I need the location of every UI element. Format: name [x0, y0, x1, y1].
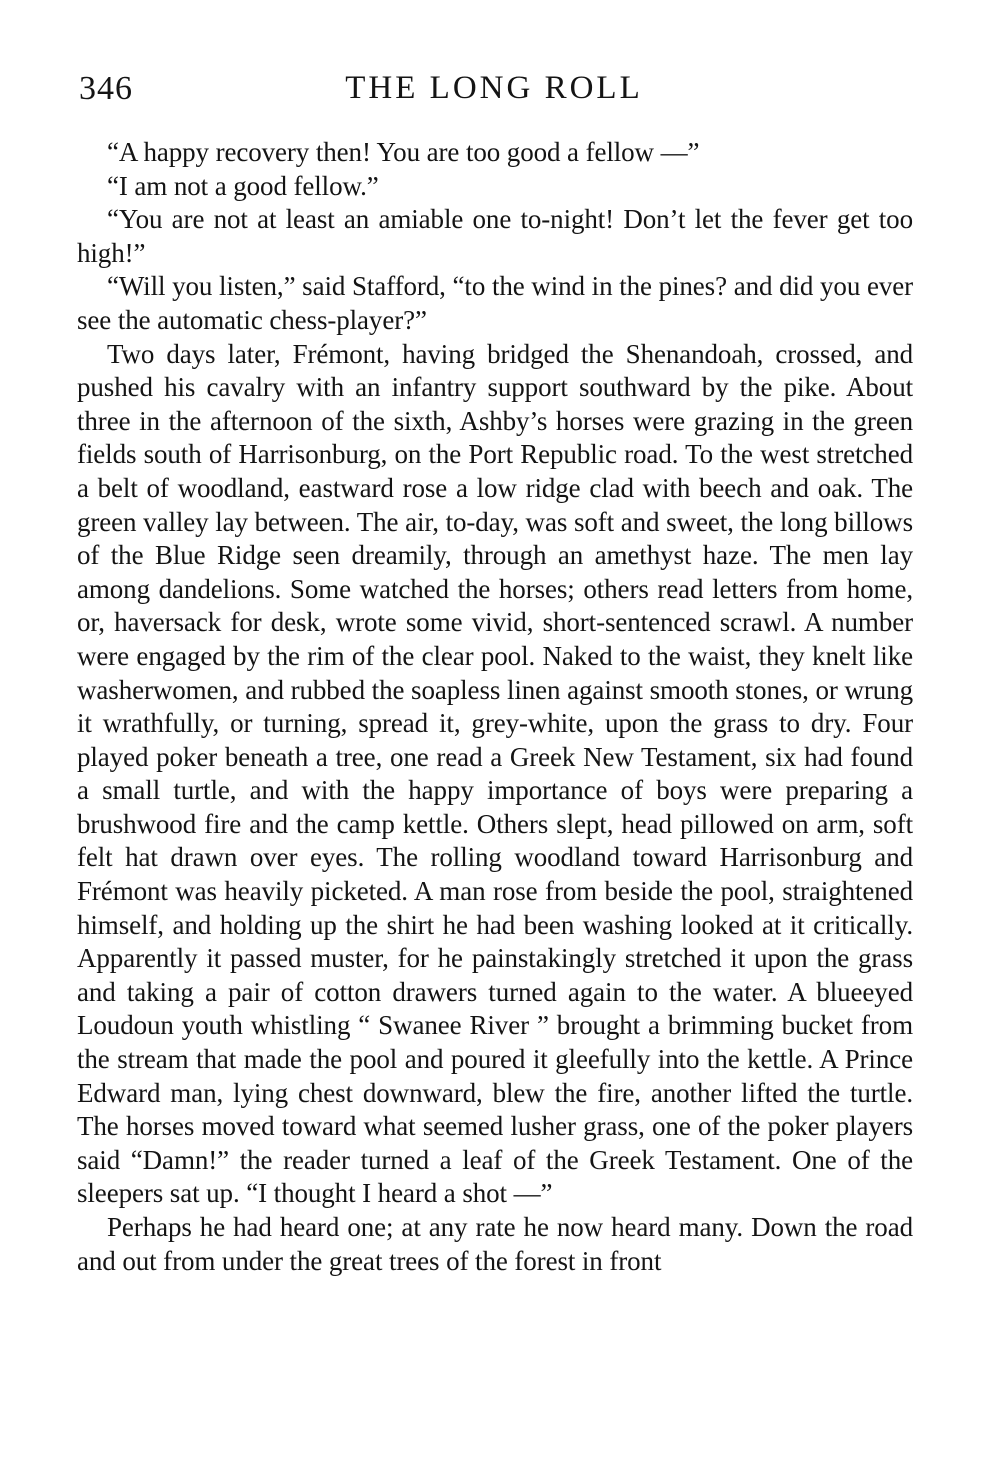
- dialogue-paragraph-3: “You are not at least an amiable one to-night! Don’t let the fever get too high!”: [77, 204, 913, 268]
- dialogue-paragraph-4: “Will you listen,” said Stafford, “to the wind in the pines? and did you ever see the automatic chess-player?”: [77, 271, 913, 335]
- narrative-paragraph-1: Two days later, Frémont, having bridged the Shenandoah, crossed, and pushed his cavalry with an infantry support southward by the pike. About three in the afternoon of the sixth, Ashby’s horses were grazing in the green fields south of Harrisonburg, on the Port Republic road. To the west stretched a belt of woodland, eastward rose a low ridge clad with beech and oak. The green valley lay between. The air, to-day, was soft and sweet, the long billows of the Blue Ridge seen dreamily, through an amethyst haze. The men lay among dandelions. Some watched the horses; others read letters from home, or, haversack for desk, wrote some vivid, short-sentenced scrawl. A number were engaged by the rim of the clear pool. Naked to the waist, they knelt like washerwomen, and rubbed the soapless linen against smooth stones, or wrung it wrathfully, or turning, spread it, grey-white, upon the grass to dry. Four played poker beneath a tree, one read a Greek New Testament, six had found a small turtle, and with the happy importance of boys were preparing a brushwood fire and the camp kettle. Others slept, head pillowed on arm, soft felt hat drawn over eyes. The rolling woodland toward Harrisonburg and Frémont was heavily picketed. A man rose from beside the pool, straightened himself, and holding up the shirt he had been washing looked at it critically. Apparently it passed muster, for he painstakingly stretched it upon the grass and taking a pair of cotton drawers turned again to the water. A blueeyed Loudoun youth whistling “ Swanee River ” brought a brimming bucket from the stream that made the pool and poured it gleefully into the kettle. A Prince Edward man, lying chest downward, blew the fire, another lifted the turtle. The horses moved toward what seemed lusher grass, one of the poker players said “Damn!” the reader turned a leaf of the Greek Testament. One of the sleepers sat up. “I thought I heard a shot —”: [77, 338, 913, 1209]
- book-title: THE LONG ROLL: [345, 70, 643, 106]
- body-text: [77, 136, 913, 1278]
- dialogue-paragraph-1: “A happy recovery then! You are too good a fellow —”: [107, 137, 700, 167]
- running-head: [77, 70, 911, 116]
- dialogue-paragraph-2: “I am not a good fellow.”: [107, 170, 379, 201]
- page-number: 346: [79, 70, 133, 107]
- narrative-paragraph-2: Perhaps he had heard one; at any rate he now heard many. Down the road and out from under the great trees of the forest in front: [77, 1212, 913, 1276]
